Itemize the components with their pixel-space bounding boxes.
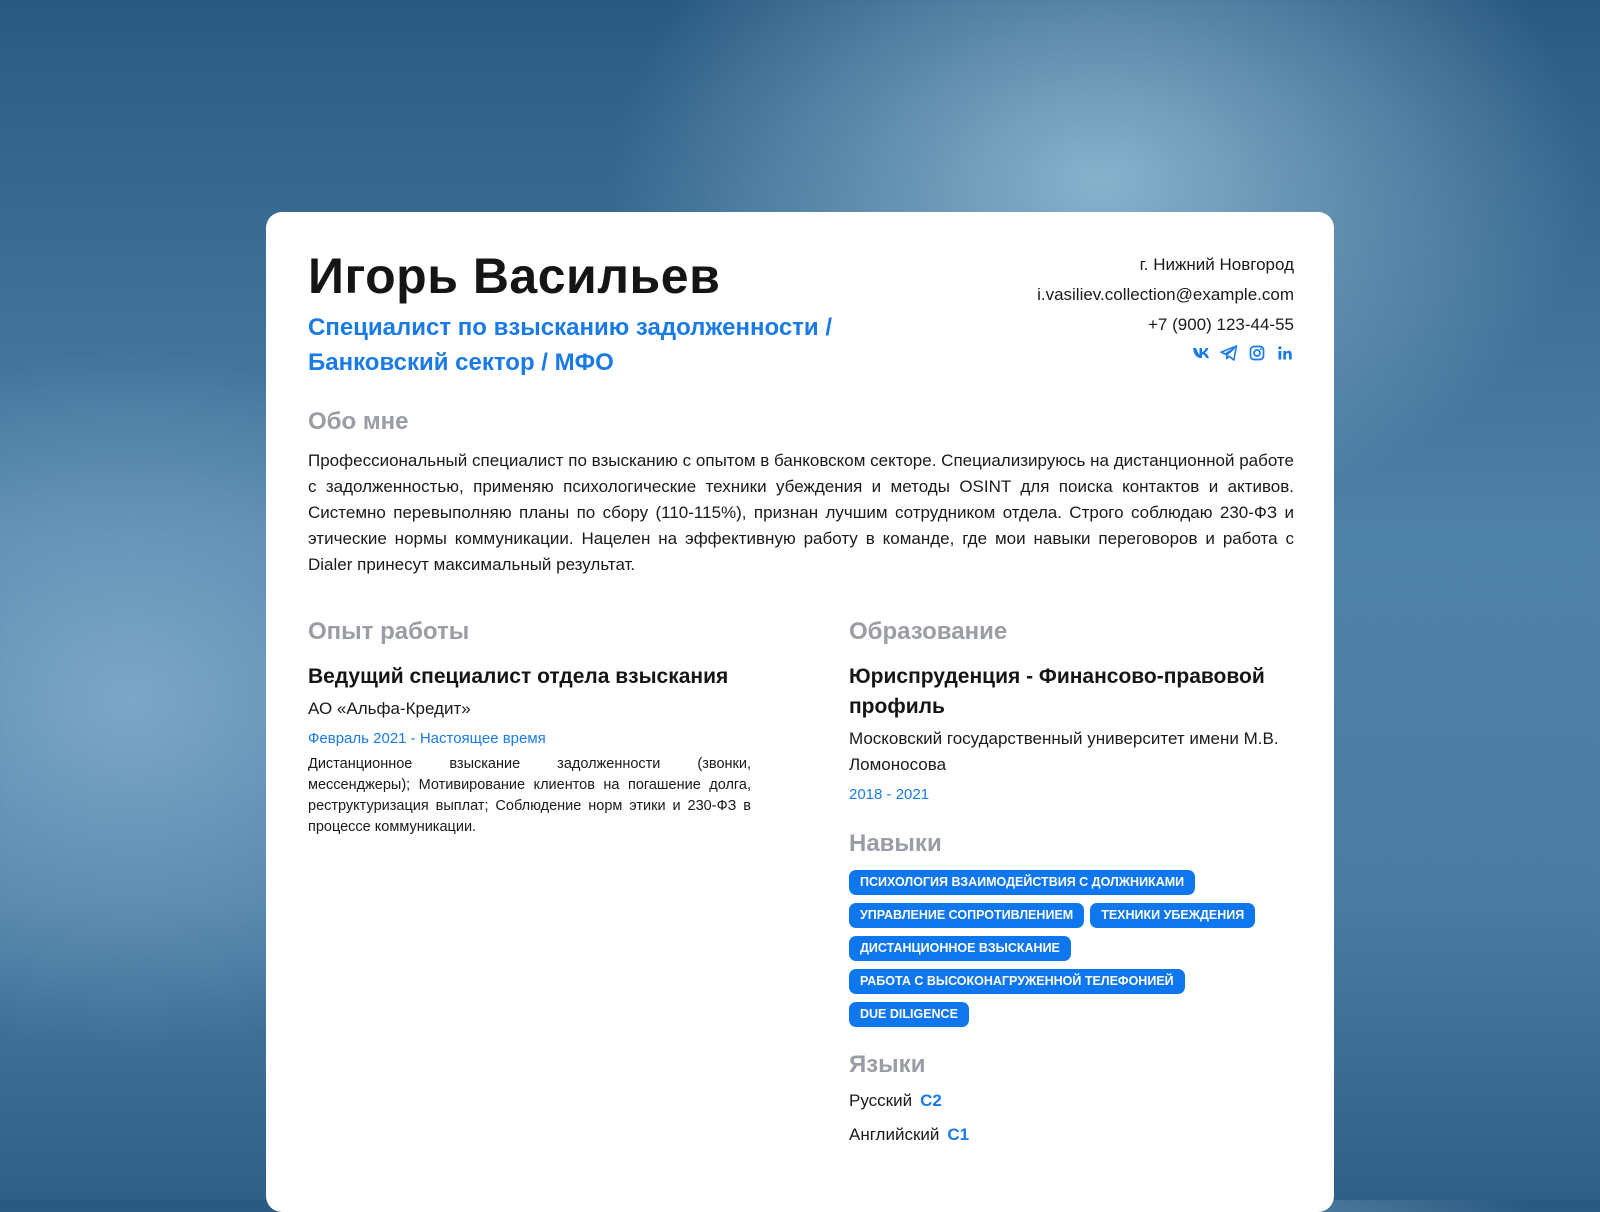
job-dates: Февраль 2021 - Настоящее время (308, 730, 546, 747)
language-name: Русский (849, 1091, 913, 1110)
languages-heading: Языки (849, 1051, 926, 1078)
resume-card (266, 212, 1334, 1212)
resume-columns (308, 618, 1294, 1147)
experience-heading: Опыт работы (308, 618, 470, 645)
social-links (1037, 344, 1294, 362)
company-name: АО «Альфа-Кредит» (308, 699, 471, 718)
skill-tag: ДИСТАНЦИОННОЕ ВЗЫСКАНИЕ (849, 936, 1071, 961)
language-item (849, 1123, 1294, 1147)
city: г. Нижний Новгород (1139, 255, 1294, 274)
skill-tag: РАБОТА С ВЫСОКОНАГРУЖЕННОЙ ТЕЛЕФОНИЕЙ (849, 969, 1185, 994)
degree-title: Юриспруденция - Финансово-правовой профиль (849, 665, 1265, 718)
experience-section (308, 618, 751, 1147)
language-level: C2 (920, 1091, 942, 1110)
education-years: 2018 - 2021 (849, 786, 930, 803)
contacts-block (1037, 248, 1294, 380)
skill-tag: ПСИХОЛОГИЯ ВЗАИМОДЕЙСТВИЯ С ДОЛЖНИКАМИ (849, 870, 1195, 895)
skills-list (849, 870, 1294, 1027)
about-text: Профессиональный специалист по взысканию с опытом в банковском секторе. Специализируюсь на дистанционной работе с задолженностью, применяю психологические техники убеждения и методы OSINT для поиска контактов и активов. Системно перевыполняю планы по сбору (110-115%), признан лучшим сотрудником отдела. Строго соблюдаю 230-ФЗ и этические нормы коммуникации. Нацелен на эффективную работу в команде, где мои навыки переговоров и работа с Dialer принесут максимальный результат. (308, 451, 1294, 574)
instagram-icon[interactable] (1248, 344, 1266, 362)
skill-tag: DUE DILIGENCE (849, 1002, 969, 1027)
university-name: Московский государственный университет имени М.В. Ломоносова (849, 729, 1279, 774)
skill-tag: УПРАВЛЕНИЕ СОПРОТИВЛЕНИЕМ (849, 903, 1084, 928)
education-heading: Образование (849, 618, 1008, 645)
linkedin-icon[interactable] (1276, 344, 1294, 362)
full-name: Игорь Васильев (308, 248, 721, 304)
phone-link[interactable]: +7 (900) 123-44-55 (1147, 315, 1294, 334)
language-item (849, 1089, 1294, 1113)
identity-block (308, 248, 908, 380)
job-description: Дистанционное взыскание задолженности (звонки, мессенджеры); Мотивирование клиентов на погашение долга, реструктуризация выплат; Соблюдение норм этики и 230-ФЗ в процессе коммуникации. (308, 756, 751, 835)
about-heading: Обо мне (308, 408, 409, 435)
job-title: Ведущий специалист отдела взыскания (308, 665, 729, 688)
right-column (849, 618, 1294, 1147)
language-name: Английский (849, 1125, 940, 1144)
language-level: C1 (947, 1125, 970, 1144)
skill-tag: ТЕХНИКИ УБЕЖДЕНИЯ (1090, 903, 1255, 928)
email-link[interactable]: i.vasiliev.collection@example.com (1037, 285, 1294, 304)
telegram-icon[interactable] (1220, 344, 1238, 362)
resume-header (308, 248, 1294, 380)
vk-icon[interactable] (1192, 344, 1210, 362)
position-title: Специалист по взысканию задолженности / Банковский сектор / МФО (308, 314, 833, 376)
skills-heading: Навыки (849, 830, 942, 857)
